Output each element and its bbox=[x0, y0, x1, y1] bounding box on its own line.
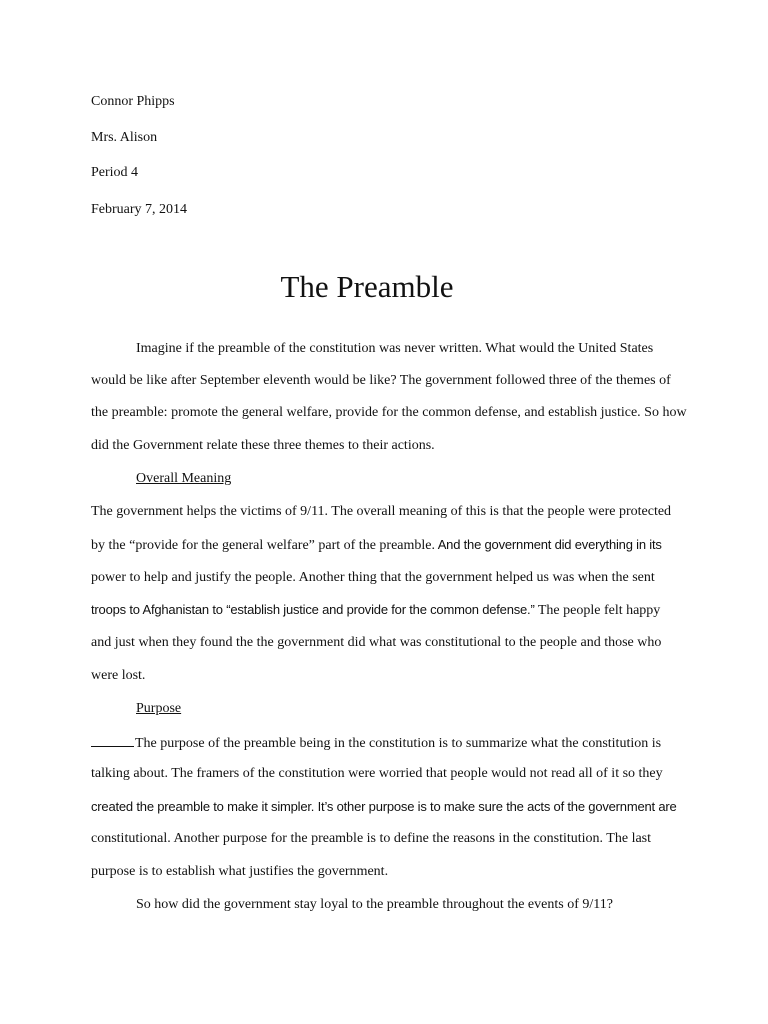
intro-line-1: Imagine if the preamble of the constitution was never written. What would the United States bbox=[136, 341, 654, 356]
overall-meaning-line-2-part-b: And the government did everything in its bbox=[435, 537, 662, 552]
purpose-line-1 bbox=[91, 733, 661, 753]
overall-meaning-line-2-part-a: by the “provide for the general welfare” part of the preamble. bbox=[91, 538, 435, 553]
overall-meaning-line-5: and just when they found the the government did what was constitutional to the people and those who bbox=[91, 635, 662, 650]
purpose-line-2: talking about. The framers of the constitution were worried that people would not read all of it so they bbox=[91, 766, 663, 781]
intro-line-3: the preamble: promote the general welfare, provide for the common defense, and establish justice. So how bbox=[91, 405, 687, 420]
page-title: The Preamble bbox=[280, 269, 454, 304]
closing-question: So how did the government stay loyal to the preamble throughout the events of 9/11? bbox=[136, 897, 613, 912]
overall-meaning-heading: Overall Meaning bbox=[136, 471, 232, 486]
overall-meaning-line-1: The government helps the victims of 9/11. The overall meaning of this is that the people were protected bbox=[91, 504, 672, 519]
overall-meaning-line-4-part-b: The people felt happy bbox=[534, 603, 661, 618]
intro-line-2: would be like after September eleventh would be like? The government followed three of the themes of bbox=[91, 373, 671, 388]
purpose-line-4: constitutional. Another purpose for the preamble is to define the reasons in the constitution. The last bbox=[91, 831, 652, 846]
blank-line bbox=[91, 733, 134, 747]
purpose-line-5: purpose is to establish what justifies the government. bbox=[91, 864, 389, 879]
purpose-heading: Purpose bbox=[136, 701, 182, 716]
overall-meaning-line-2 bbox=[91, 536, 662, 555]
date: February 7, 2014 bbox=[91, 202, 188, 217]
overall-meaning-line-3: power to help and justify the people. Another thing that the government helped us was when the sent bbox=[91, 570, 655, 585]
intro-line-4: did the Government relate these three themes to their actions. bbox=[91, 438, 435, 453]
teacher-name: Mrs. Alison bbox=[91, 130, 158, 145]
overall-meaning-line-6: were lost. bbox=[91, 668, 146, 683]
overall-meaning-line-4-part-a: troops to Afghanistan to “establish justice and provide for the common defense.” bbox=[91, 602, 535, 617]
purpose-line-1-text: The purpose of the preamble being in the constitution is to summarize what the constitution is bbox=[135, 736, 662, 751]
student-name: Connor Phipps bbox=[91, 94, 175, 109]
purpose-line-3: created the preamble to make it simpler. It’s other purpose is to make sure the acts of the government are bbox=[91, 799, 677, 814]
overall-meaning-line-4 bbox=[91, 601, 660, 620]
class-period: Period 4 bbox=[91, 165, 139, 180]
